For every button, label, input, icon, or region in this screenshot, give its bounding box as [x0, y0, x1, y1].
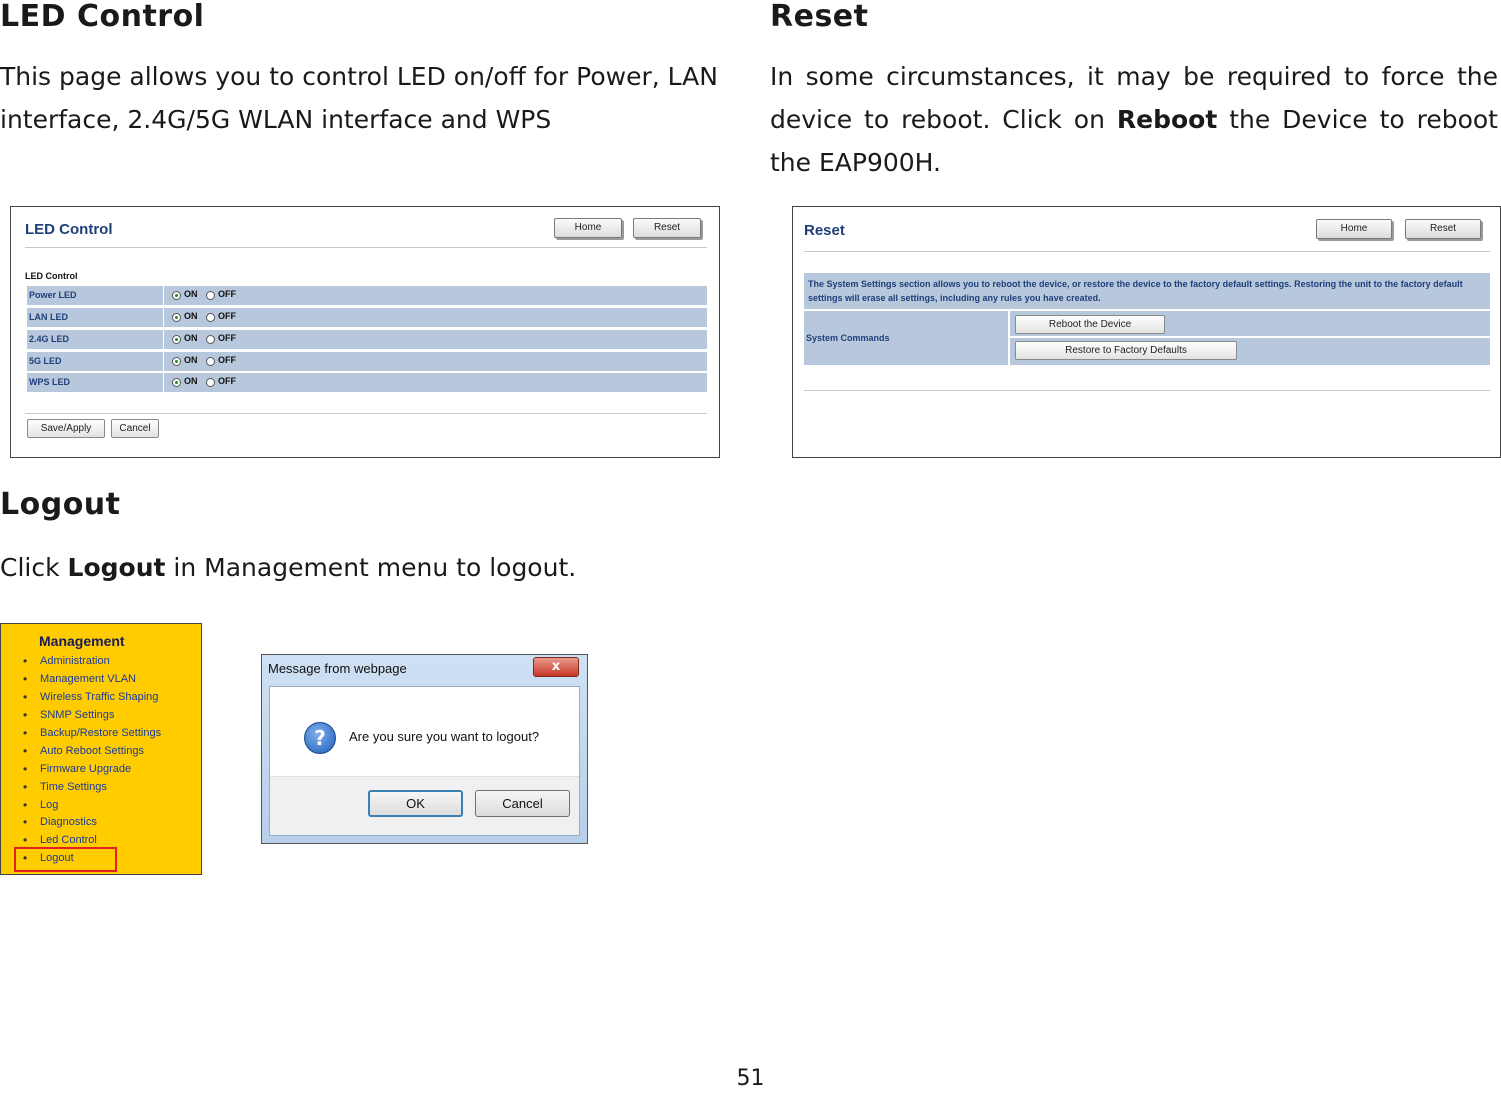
ok-button[interactable]: OK — [368, 790, 463, 817]
logout-confirm-dialog — [261, 654, 588, 844]
reset-page-title: Reset — [804, 222, 845, 239]
on-radio[interactable] — [172, 378, 181, 387]
management-menu: Management • Administration • Management VLAN • Wireless Traffic Shaping • SNMP Settings • Backup/Restore Settings • Auto Reboot Settings • Firmware Upgrade • Time Settings • Log • Diagnostics • Led Control • Logout — [0, 623, 202, 875]
led-control-description: This page allows you to control LED on/off for Power, LAN interface, 2.4G/5G WLAN interface and WPS — [0, 62, 718, 134]
off-radio[interactable] — [206, 357, 215, 366]
led-control-screenshot — [10, 206, 720, 458]
save-apply-button[interactable]: Save/Apply — [27, 419, 105, 438]
dialog-message: Are you sure you want to logout? — [349, 729, 540, 744]
on-radio[interactable] — [172, 291, 181, 300]
restore-factory-defaults-button[interactable]: Restore to Factory Defaults — [1015, 341, 1237, 360]
logout-heading: Logout — [0, 487, 121, 522]
led-row-label: 5G LED — [27, 352, 163, 371]
system-commands-label: System Commands — [804, 311, 1008, 365]
reset-screenshot — [792, 206, 1501, 458]
led-control-heading: LED Control — [0, 0, 205, 34]
home-button[interactable]: Home — [1316, 219, 1392, 239]
on-radio[interactable] — [172, 313, 181, 322]
cancel-button[interactable]: Cancel — [111, 419, 159, 438]
reset-button[interactable]: Reset — [633, 218, 701, 238]
logout-keyword: Logout — [67, 553, 166, 582]
reboot-device-button[interactable]: Reboot the Device — [1015, 315, 1165, 334]
home-button[interactable]: Home — [554, 218, 622, 238]
led-row: Power LED ON OFF — [27, 286, 707, 305]
led-row-label: 2.4G LED — [27, 330, 163, 349]
reset-description: In some circumstances, it may be required to force the device to reboot. Click on Reboot the Device to reboot the EAP900H. — [770, 62, 1498, 177]
led-row: 5G LED ON OFF — [27, 352, 707, 371]
led-row: 2.4G LED ON OFF — [27, 330, 707, 349]
logout-highlight — [14, 847, 117, 872]
question-icon: ? — [304, 722, 336, 754]
off-radio[interactable] — [206, 378, 215, 387]
close-icon[interactable]: x — [533, 657, 579, 677]
off-radio[interactable] — [206, 335, 215, 344]
led-row-label: Power LED — [27, 286, 163, 305]
system-settings-description: The System Settings section allows you to reboot the device, or restore the device to the factory default settings. Restoring the unit to the factory default settings will erase all settings, including any rules you have created. — [804, 273, 1490, 309]
on-radio[interactable] — [172, 335, 181, 344]
reset-heading: Reset — [770, 0, 869, 34]
led-group-label: LED Control — [25, 271, 78, 281]
on-radio[interactable] — [172, 357, 181, 366]
led-row: LAN LED ON OFF — [27, 308, 707, 327]
dialog-title: Message from webpage — [268, 661, 407, 676]
logout-description: Click Logout in Management menu to logout. — [0, 553, 577, 582]
led-row: WPS LED ON OFF — [27, 373, 707, 392]
cancel-button[interactable]: Cancel — [475, 790, 570, 817]
off-radio[interactable] — [206, 313, 215, 322]
led-row-label: WPS LED — [27, 373, 163, 392]
management-menu-title: Management — [39, 633, 125, 649]
off-radio[interactable] — [206, 291, 215, 300]
page-number: 51 — [736, 1066, 765, 1091]
reset-button[interactable]: Reset — [1405, 219, 1481, 239]
led-page-title: LED Control — [25, 221, 113, 238]
reboot-keyword: Reboot — [1116, 105, 1218, 134]
led-row-label: LAN LED — [27, 308, 163, 327]
